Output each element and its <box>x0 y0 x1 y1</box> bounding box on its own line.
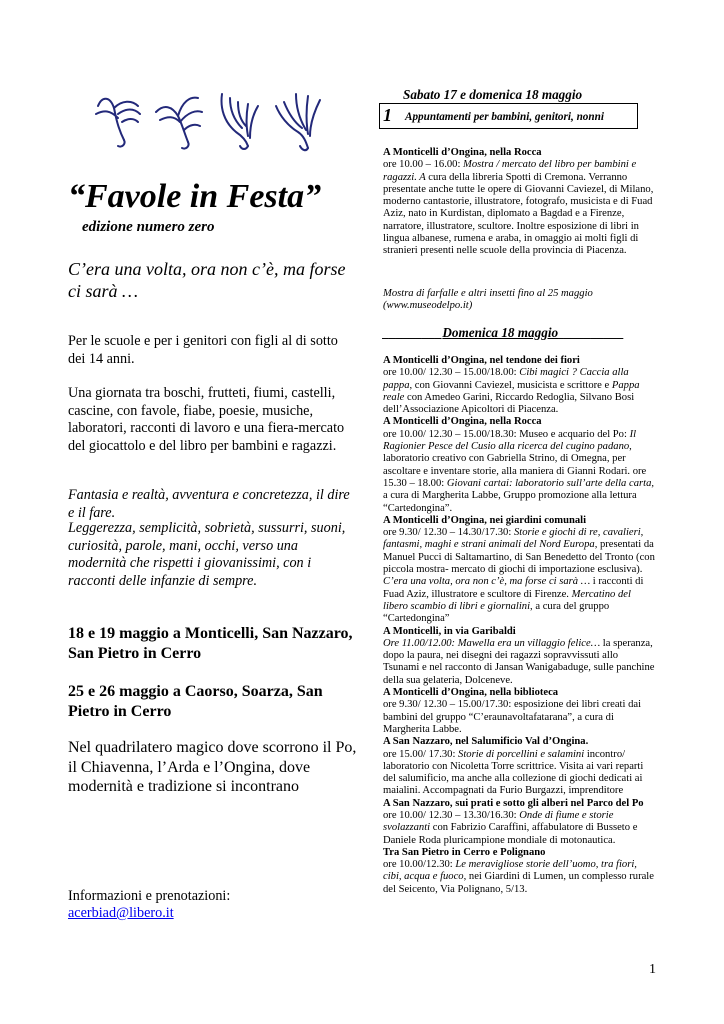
event-text: la speranza, dopo la paura, nei disegni dei ragazzi sopravvissuti allo Tsunami e nel racconto di Jansan Wanigabaduge, sulle panchine della sua gelateria, Dolceneve. <box>383 637 655 686</box>
event-heading: A Monticelli d’Ongina, nel tendone dei fiori <box>383 355 580 366</box>
event-text: i racconti di Fuad Aziz, illustratore e scultore di Firenze. <box>383 576 644 600</box>
event-title: Il Ragionier Pesce del Cusio alla ricerca del cugino padano <box>383 428 637 453</box>
contact-email-link[interactable]: acerbiad@libero.it <box>68 905 174 921</box>
sunday-title: Domenica 18 maggio <box>442 325 559 340</box>
event-title: Storie di porcellini e salamini <box>458 748 585 760</box>
event-title: Le meravigliose storie dell’uomo, tra fiori, cibi, acqua e fuoco <box>383 859 637 883</box>
event-title: Storie e giochi di re, cavalieri, fantasmi, maghi e strani animali del Nord Europa <box>383 527 644 551</box>
heading-rule-right: __________ <box>558 325 625 340</box>
event-text: ore 9.30/ 12.30 – 14.30/17.30: <box>383 527 514 539</box>
birds-logo <box>88 86 328 152</box>
event-text: con Fabrizio Caraffini, affabulatore di Busseto e Daniele Roda pluricampione mondiale di motonautica. <box>383 822 638 846</box>
event-text: ore 10.00/12.30: <box>383 859 456 871</box>
list-item <box>383 798 655 847</box>
event-heading: A San Nazzaro, nel Salumificio Val d’Ongina. <box>383 736 589 748</box>
event-title: Ore 11.00/12.00: Mawella era un villaggio felice… <box>383 637 601 649</box>
event-title: C’era una volta, ora non c’è, ma forse ci sarà … <box>383 576 591 588</box>
event-title: Onde di fiume e storie svolazzanti <box>383 809 614 834</box>
event-text: a cura di Margherita Labbe, Gruppo promozione alla lettura “Cartedongina”. <box>383 490 637 514</box>
event-text: , laboratorio creativo con Gabriella Strino, di Omegna, per ascoltare e inventare storie, alla maniera di Gianni Rodari. ore 15.30 – 18.00: <box>383 441 647 489</box>
bird-icon <box>96 99 140 147</box>
page-number: 1 <box>649 962 656 977</box>
list-item <box>383 515 655 626</box>
event-title: Mercatino del libero scambio di libri e giornalini <box>383 588 631 612</box>
event-heading: A Monticelli, in via Garibaldi <box>383 625 516 637</box>
section-number: 1 <box>383 105 392 125</box>
tagline: C’era una volta, ora non c’è, ma forse ci sarà … <box>68 259 346 301</box>
event-heading: A Monticelli d’Ongina, nei giardini comunali <box>383 514 587 526</box>
list-item <box>383 687 655 736</box>
event-heading: A San Nazzaro, sui prati e sotto gli alberi nel Parco del Po <box>383 797 644 809</box>
event-title: Mostra / mercato del libro per bambini e ragazzi. A <box>383 159 637 183</box>
event-text: ore 10.00/ 12.30 – 13.30/16.30: <box>383 809 520 821</box>
event-text: , nei Giardini di Lumen, un complesso rurale del Seicento, Via Polignano, 5/13. <box>383 871 654 895</box>
dates-first-weekend: 18 e 19 maggio a Monticelli, San Nazzaro, San Pietro in Cerro <box>68 625 353 662</box>
saturday-event <box>383 147 655 258</box>
event-heading: Tra San Pietro in Cerro e Polignano <box>383 846 546 858</box>
list-item <box>383 736 655 797</box>
event-text: cura della libreria Spotti di Cremona. Verranno presentate anche tutte le opere di Giovanni Caviezel, di Milano, moderno cantastorie, illustratore, fotografo, musicista e di Fuad Aziz, nato in Kurdistan, diplomato a Bagdad e a Firenze, narratore, illustratore, scultore. Inoltre esposizione di libri in lingua albanese, rumena e araba, in omaggio ai molti figli di stranieri presenti nelle scuole della provincia di Piacenza. <box>383 171 654 257</box>
event-title: Giovani cartai: laboratorio sull’arte della carta, <box>446 477 655 489</box>
event-heading: A Monticelli d’Ongina, nella Rocca <box>383 416 542 428</box>
event-heading: A Monticelli d’Ongina, nella Rocca <box>383 147 542 158</box>
page-title: “Favole in Festa” <box>68 178 322 215</box>
list-item <box>383 626 655 687</box>
event-title: Pappa reale <box>383 379 640 403</box>
contact-label: Informazioni e prenotazioni: <box>68 888 231 904</box>
event-text: ore 15.00/ 17.30: <box>383 748 459 760</box>
bird-icon <box>156 98 202 149</box>
event-text: , con Giovanni Caviezel, musicista e scrittore e <box>409 379 612 391</box>
bird-icon <box>276 94 320 150</box>
list-item <box>383 355 655 416</box>
section-label: Appuntamenti per bambini, genitori, nonni <box>405 111 604 123</box>
event-text: ore 9.30/ 12.30 – 15.00/17.30: esposizione dei libri creati dai bambini del gruppo “C’eraunavoltafatarana”, a cura di Margherita Labbe. <box>383 699 642 735</box>
description-paragraph: Una giornata tra boschi, frutteti, fiumi, castelli, cascine, con favole, fiabe, poesie, musiche, laboratori, racconti di lavoro e una fiera-mercato del giocattolo e del libro per bambini e ragazzi. <box>68 385 345 454</box>
bird-icon <box>222 94 258 149</box>
quote-paragraph: Leggerezza, semplicità, sobrietà, sussurri, suoni, curiosità, parole, mani, occhi, verso una modernità che rispetti i giovanissimi, con i racconti delle infanzie di sempre. <box>68 520 346 589</box>
event-time: ore 10.00 – 16.00: <box>383 159 464 171</box>
event-text: , a cura del gruppo “Cartedongina” <box>383 600 610 625</box>
quote-paragraph: Fantasia e realtà, avventura e concretezza, il dire e il fare. <box>68 487 350 521</box>
dates-second-weekend: 25 e 26 maggio a Caorso, Soarza, San Pietro in Cerro <box>68 683 323 720</box>
heading-rule-left: _________ <box>383 325 443 340</box>
sunday-events-list <box>383 355 655 896</box>
event-text: con Amedeo Garini, Riccardo Redoglia, Silvano Bosi dell’Associazione Apicoltori di Piacenza. <box>383 391 635 416</box>
event-text: , presentati da Manuel Pucci di Saltamartino, di San Benedetto del Tronto (con piccola mostra- mercato di giochi di importazione esclusiva). <box>383 539 655 576</box>
intro-paragraph: Per le scuole e per i genitori con figli al di sotto dei 14 anni. <box>68 333 338 367</box>
event-text: ore 10.00/ 12.30 – 15.00/18.30: Museo e acquario del Po: <box>383 428 630 440</box>
sunday-heading <box>383 325 624 341</box>
list-item <box>383 416 655 514</box>
butterflies-note: Mostra di farfalle e altri insetti fino al 25 maggio (www.museodelpo.it) <box>383 288 593 312</box>
contact-block <box>68 888 230 922</box>
list-item <box>383 847 655 896</box>
closing-paragraph: Nel quadrilatero magico dove scorrono il Po, il Chiavenna, l’Arda e l’Ongina, dove modernità e tradizione si incontrano <box>68 739 357 795</box>
edition-subtitle: edizione numero zero <box>82 219 215 235</box>
event-heading: A Monticelli d’Ongina, nella biblioteca <box>383 687 559 699</box>
saturday-sunday-heading: Sabato 17 e domenica 18 maggio <box>403 87 583 102</box>
event-text: incontro/ laboratorio con Nicoletta Torre scrittrice. Visita ai vari reparti del salumificio, ma anche alla collezione di giochi dedicati ai maialini. Accompagnati da Furio Burgazzi, imprenditore <box>383 748 644 797</box>
event-title: Cibi magici ? Caccia alla pappa <box>383 367 629 391</box>
event-text: ore 10.00/ 12.30 – 15.00/18.00: <box>383 367 520 379</box>
